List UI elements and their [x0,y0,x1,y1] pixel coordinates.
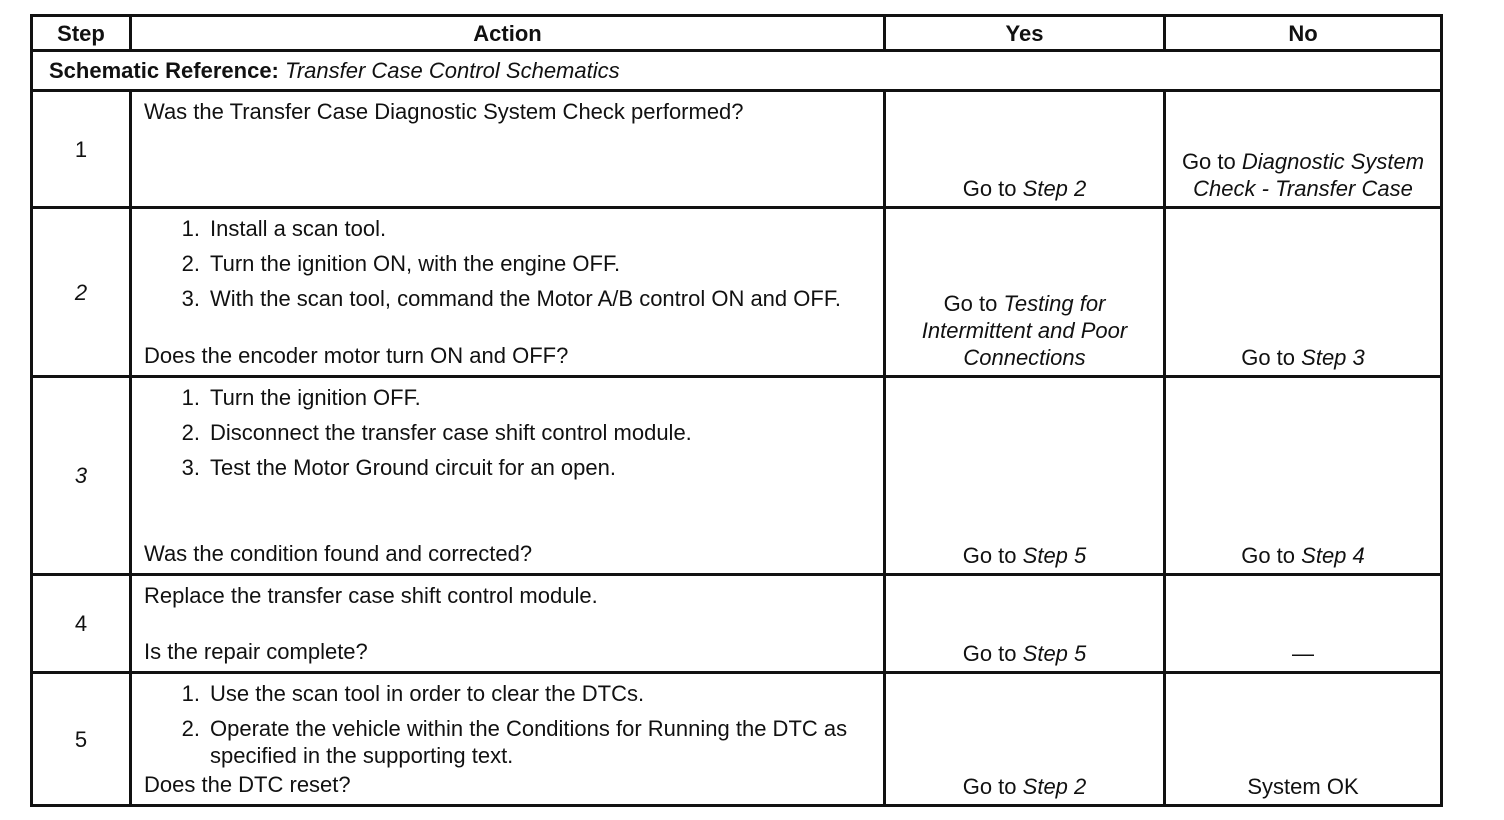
header-no: No [1165,16,1442,51]
list-text: Disconnect the transfer case shift control module. [210,420,692,445]
action-list [144,215,873,312]
list-number: 1. [181,216,200,241]
no-cell [1165,673,1442,806]
no-link[interactable]: Diagnostic System Check - Transfer Case [1193,149,1425,201]
table-row [32,673,1442,806]
yes-link[interactable]: Testing for Intermittent and Poor Connections [921,291,1128,370]
list-item [144,715,873,769]
step-number: 2 [32,208,131,377]
schematic-reference-link[interactable]: Transfer Case Control Schematics [285,58,620,83]
yes-prefix: Go to [962,176,1017,201]
yes-prefix: Go to [962,543,1017,568]
yes-cell [885,575,1165,673]
yes-link[interactable]: Step 2 [1022,774,1087,799]
list-item [144,454,873,481]
no-result: System OK [1247,774,1359,799]
header-yes: Yes [885,16,1165,51]
list-item [144,285,873,312]
list-text: Use the scan tool in order to clear the DTCs. [210,681,645,706]
schematic-reference [32,51,1442,91]
yes-prefix: Go to [962,774,1017,799]
table-row [32,208,1442,377]
step-number: 1 [32,91,131,208]
list-number: 3. [181,286,200,311]
yes-cell [885,91,1165,208]
table-row [32,575,1442,673]
no-link[interactable]: Step 4 [1301,543,1365,568]
header-row [32,16,1442,51]
question-text: Is the repair complete? [144,639,368,664]
list-item [144,384,873,411]
yes-cell [885,673,1165,806]
yes-cell [885,377,1165,575]
step-number: 4 [32,575,131,673]
list-number: 2. [181,251,200,276]
action-list [144,680,873,769]
list-item [144,215,873,242]
schematic-reference-row [32,51,1442,91]
list-text: Test the Motor Ground circuit for an open. [210,455,616,480]
list-text: Turn the ignition ON, with the engine OFF. [210,251,621,276]
action-cell [131,673,885,806]
list-text: Install a scan tool. [210,216,387,241]
table-row [32,91,1442,208]
no-link[interactable]: Step 3 [1301,345,1365,370]
schematic-reference-label: Schematic Reference: [49,58,279,83]
no-prefix: Go to [1241,345,1296,370]
question-text: Does the encoder motor turn ON and OFF? [144,343,569,368]
no-prefix: Go to [1241,543,1296,568]
yes-prefix: Go to [943,291,998,316]
yes-link[interactable]: Step 2 [1022,176,1087,201]
action-cell [131,377,885,575]
list-number: 2. [181,420,200,445]
action-text: Was the Transfer Case Diagnostic System Check performed? [144,99,744,124]
no-dash: — [1292,641,1314,666]
action-cell [131,208,885,377]
step-number: 5 [32,673,131,806]
question-text: Does the DTC reset? [144,772,351,797]
list-number: 1. [181,385,200,410]
action-text: Replace the transfer case shift control module. [144,583,598,608]
action-list [144,384,873,489]
list-text: With the scan tool, command the Motor A/B control ON and OFF. [210,286,841,311]
list-item [144,419,873,446]
list-number: 2. [181,716,200,741]
table-row [32,377,1442,575]
list-item [144,250,873,277]
list-number: 3. [181,455,200,480]
header-step: Step [32,16,131,51]
diagnostic-table [30,14,1443,807]
yes-link[interactable]: Step 5 [1022,641,1087,666]
step-number: 3 [32,377,131,575]
list-number: 1. [181,681,200,706]
header-action: Action [131,16,885,51]
yes-link[interactable]: Step 5 [1022,543,1087,568]
no-cell [1165,377,1442,575]
list-text: Turn the ignition OFF. [210,385,421,410]
no-cell [1165,575,1442,673]
list-text: Operate the vehicle within the Conditions for Running the DTC as specified in the supporting text. [210,716,848,768]
no-prefix: Go to [1181,149,1236,174]
yes-cell [885,208,1165,377]
action-cell [131,575,885,673]
question-text: Was the condition found and corrected? [144,541,533,566]
no-cell [1165,208,1442,377]
action-cell [131,91,885,208]
no-cell [1165,91,1442,208]
list-item [144,680,873,707]
yes-prefix: Go to [962,641,1017,666]
